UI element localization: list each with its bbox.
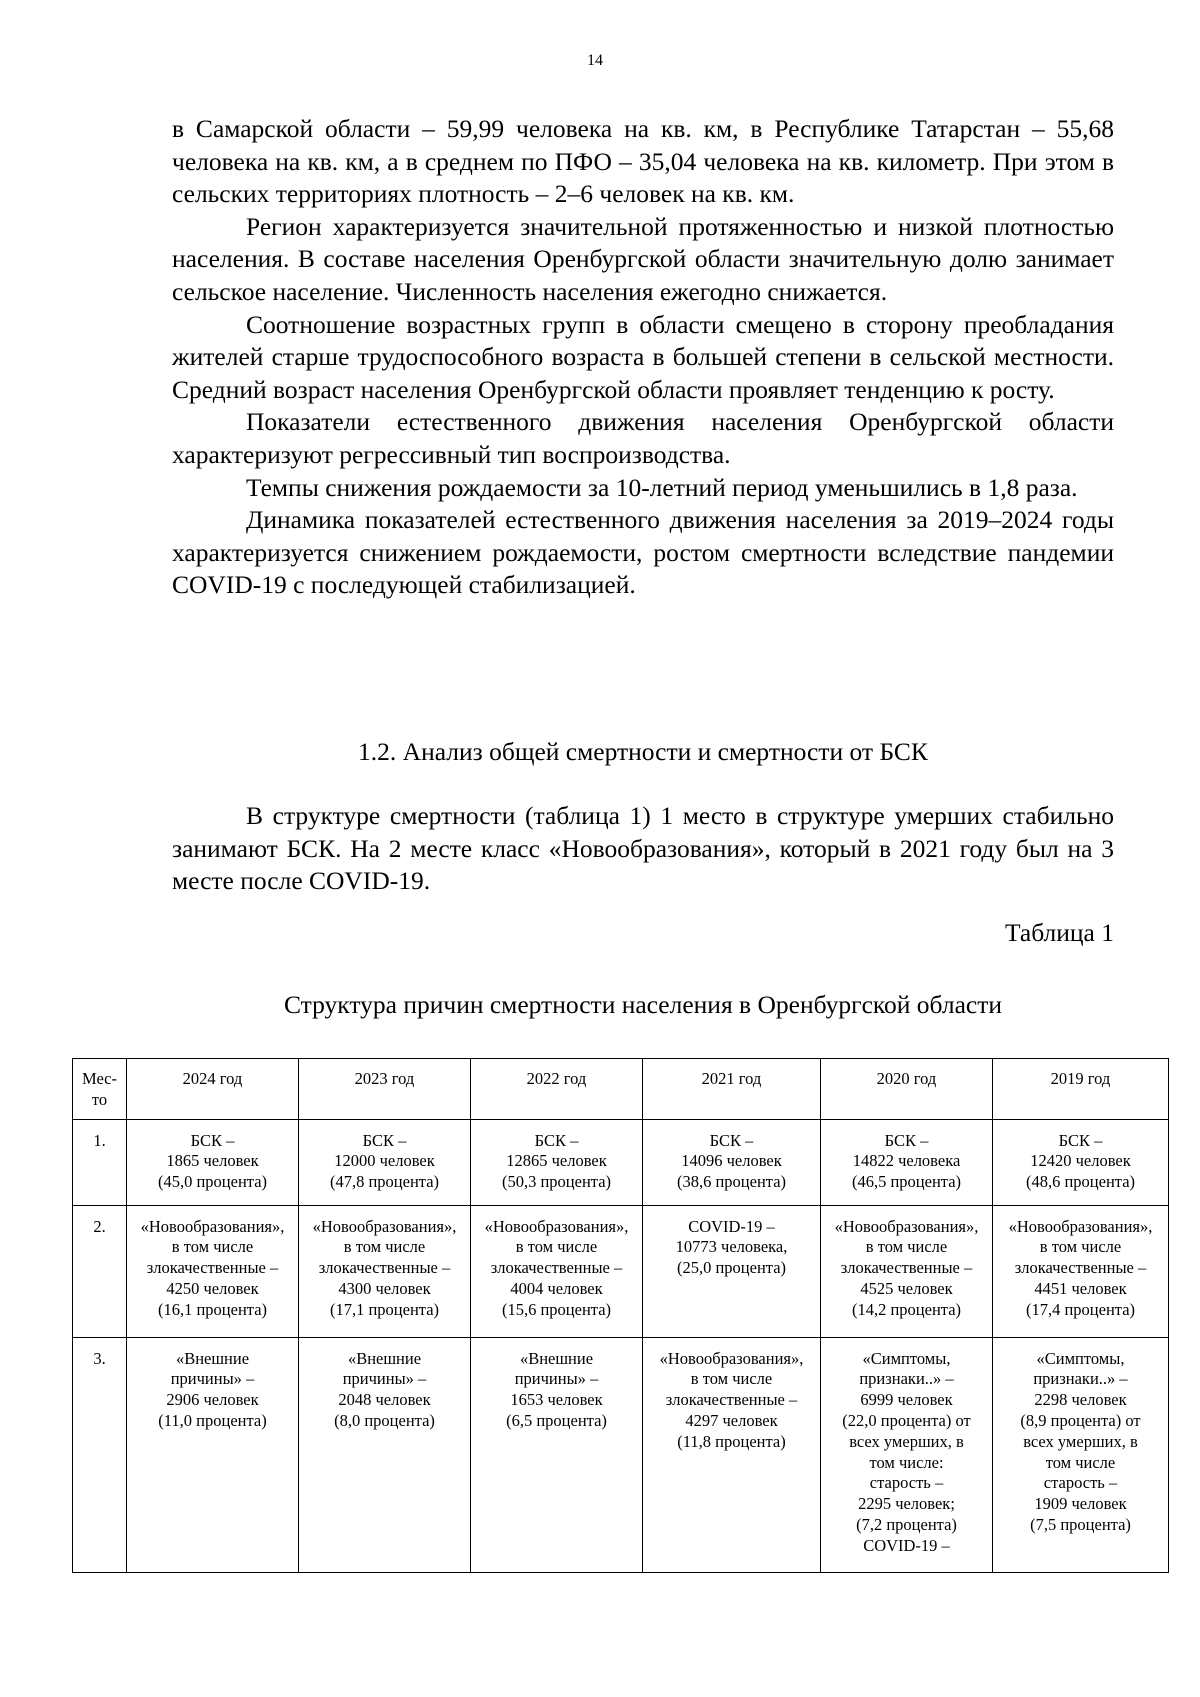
table-row [73,1205,1169,1337]
table-cell: БСК – 12420 человек (48,6 процента) [993,1119,1169,1205]
paragraph: Регион характеризуется значительной протяженностью и низкой плотностью населения. В составе населения Оренбургской области значительную долю занимает сельское население. Численность населения ежегодно снижается. [172,211,1114,306]
table-cell: «Новообразования», в том числе злокачественные – 4300 человек (17,1 процента) [299,1205,471,1337]
header-cell-year: 2021 год [643,1059,821,1120]
table-cell: БСК – 14822 человека (46,5 процента) [821,1119,993,1205]
paragraph: Показатели естественного движения населения Оренбургской области характеризуют регрессивный тип воспроизводства. [172,407,1114,469]
section-heading: 1.2. Анализ общей смертности и смертности от БСК [358,737,928,766]
paragraph: Соотношение возрастных групп в области смещено в сторону преобладания жителей старше трудоспособного возраста в большей степени в сельской местности. Средний возраст населения Оренбургской области проявляет тенденцию к росту. [172,309,1114,404]
place-cell: 1. [73,1119,127,1205]
mortality-structure-table [72,1058,1169,1573]
paragraph: Темпы снижения рождаемости за 10-летний период уменьшились в 1,8 раза. [246,472,1078,502]
paragraph: Динамика показателей естественного движения населения за 2019–2024 годы характеризуется снижением рождаемости, ростом смертности вследствие пандемии COVID-19 с последующей стабилизацией. [172,505,1114,600]
table-cell: «Новообразования», в том числе злокачественные – 4451 человек (17,4 процента) [993,1205,1169,1337]
table-caption: Структура причин смертности населения в Оренбургской области [283,990,1002,1019]
table-cell: БСК – 12000 человек (47,8 процента) [299,1119,471,1205]
place-cell: 3. [73,1337,127,1572]
table-cell: «Симптомы, признаки..» – 2298 человек (8,9 процента) от всех умерших, в том числе старость – 1909 человек (7,5 процента) [993,1337,1169,1572]
table-cell: БСК – 14096 человек (38,6 процента) [643,1119,821,1205]
header-cell-place: Мес- то [73,1059,127,1120]
table-cell: «Внешние причины» – 2906 человек (11,0 процента) [127,1337,299,1572]
table-cell: «Симптомы, признаки..» – 6999 человек (22,0 процента) от всех умерших, в том числе: старость – 2295 человек; (7,2 процента) COVID-19 – [821,1337,993,1572]
header-cell-year: 2019 год [993,1059,1169,1120]
intro-text [172,800,1114,898]
place-cell: 2. [73,1205,127,1337]
table-cell: БСК – 1865 человек (45,0 процента) [127,1119,299,1205]
body-text [172,113,1114,602]
paragraph: в Самарской области – 59,99 человека на кв. км, в Республике Татарстан – 55,68 человека на кв. км, а в среднем по ПФО – 35,04 человека на кв. километр. При этом в сельских территориях плотность – 2–6 человек на кв. км. [172,114,1114,209]
header-cell-year: 2024 год [127,1059,299,1120]
header-cell-year: 2023 год [299,1059,471,1120]
table-header-row [73,1059,1169,1120]
table-cell: COVID-19 – 10773 человека, (25,0 процента) [643,1205,821,1337]
table-cell: «Новообразования», в том числе злокачественные – 4004 человек (15,6 процента) [471,1205,643,1337]
table-cell: «Внешние причины» – 2048 человек (8,0 процента) [299,1337,471,1572]
page-number: 14 [587,52,603,69]
header-cell-year: 2022 год [471,1059,643,1120]
table-label: Таблица 1 [1004,918,1114,947]
table-cell: «Новообразования», в том числе злокачественные – 4250 человек (16,1 процента) [127,1205,299,1337]
table-cell: «Новообразования», в том числе злокачественные – 4297 человек (11,8 процента) [643,1337,821,1572]
table-cell: «Новообразования», в том числе злокачественные – 4525 человек (14,2 процента) [821,1205,993,1337]
table-row [73,1119,1169,1205]
table-row [73,1337,1169,1572]
header-cell-year: 2020 год [821,1059,993,1120]
paragraph: В структуре смертности (таблица 1) 1 место в структуре умерших стабильно занимают БСК. На 2 месте класс «Новообразования», который в 2021 году был на 3 месте после COVID-19. [172,801,1114,896]
table-cell: БСК – 12865 человек (50,3 процента) [471,1119,643,1205]
table-cell: «Внешние причины» – 1653 человек (6,5 процента) [471,1337,643,1572]
